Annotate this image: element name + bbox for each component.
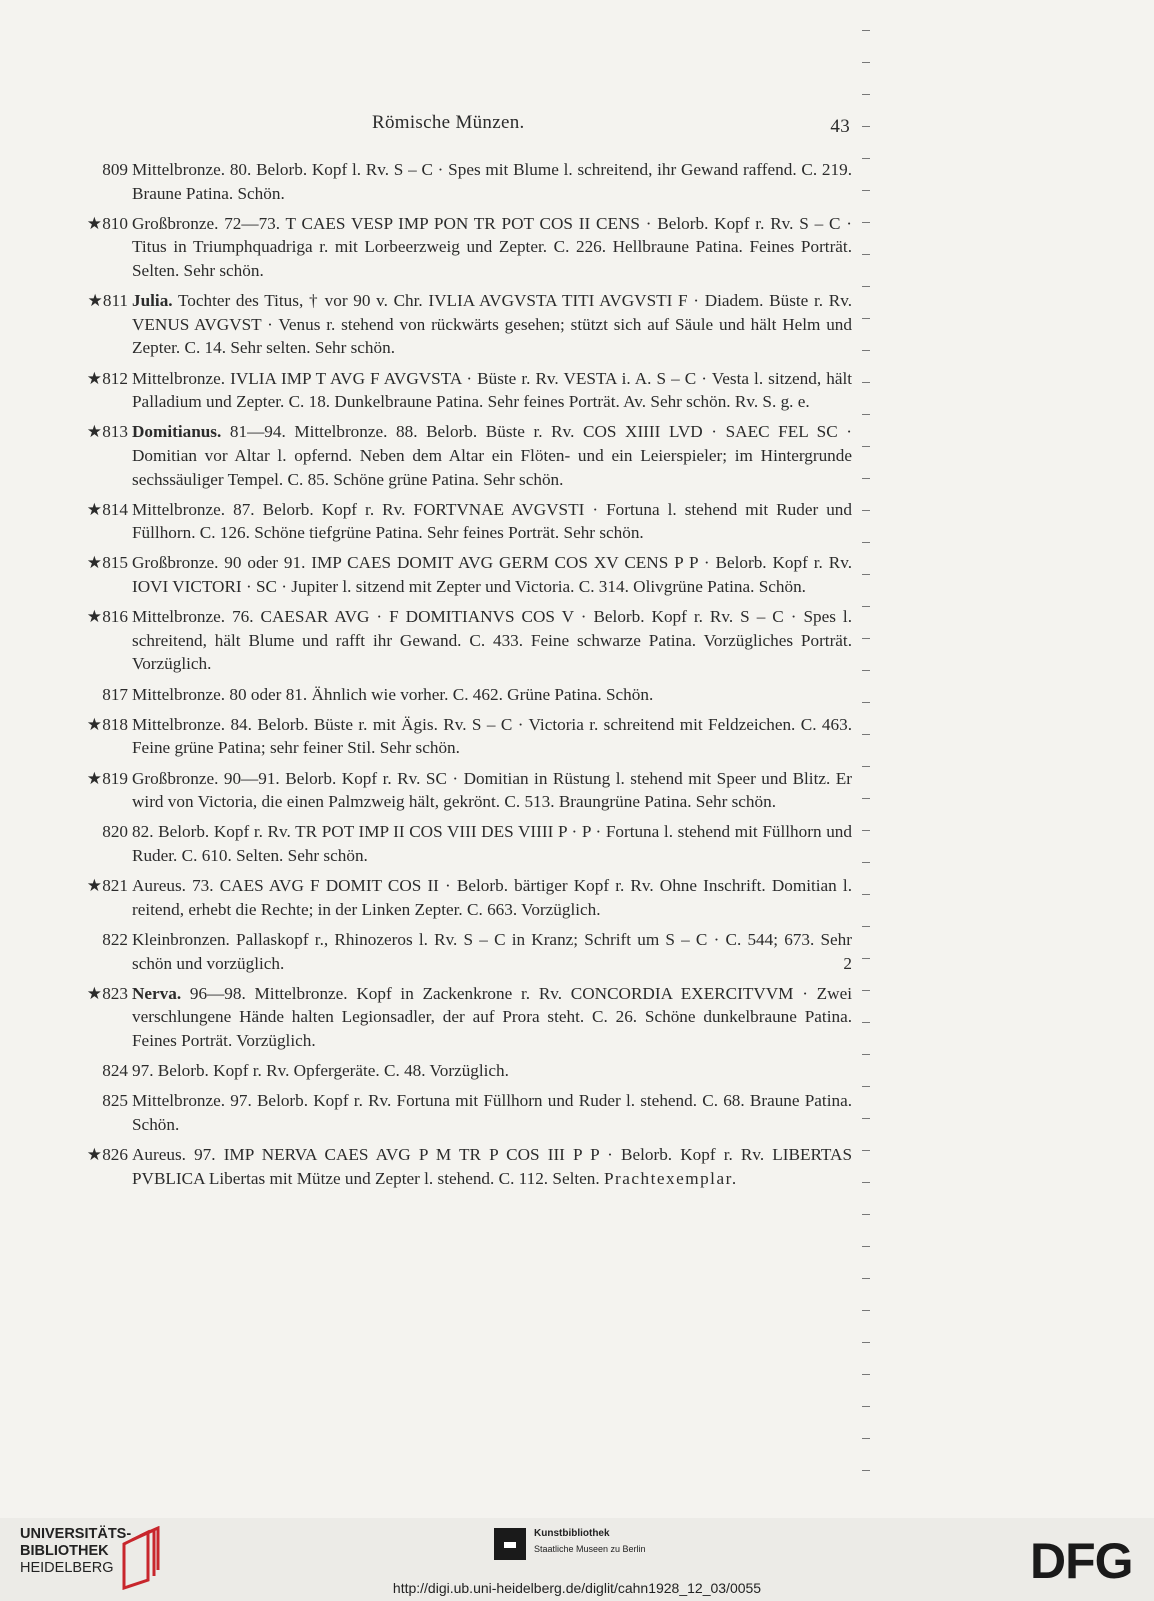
entry-number: ★826 (86, 1145, 128, 1165)
ruler-tick (862, 1086, 870, 1087)
entry-text: Mittelbronze. 76. CAESAR AVG · F DOMITIANVS COS V · Belorb. Kopf r. Rv. S – C · Spes l. schreitend, hält Blume und rafft ihr Gewand. C. 433. Feine schwarze Patina. Vorzügliches Porträt. Vorzüglich. (132, 607, 852, 674)
ruler-tick (862, 606, 870, 607)
ruler-tick (862, 798, 870, 799)
entry-number: 820 (102, 822, 128, 842)
ruler-tick (862, 830, 870, 831)
ruler-tick (862, 734, 870, 735)
entry-number: 817 (102, 684, 128, 704)
ruler-tick (862, 478, 870, 479)
entry-text: Großbronze. 72—73. T CAES VESP IMP PON TR POT COS II CENS · Belorb. Kopf r. Rv. S – C · Titus in Triumphquadriga r. mit Lorbeerzweig und Zepter. C. 226. Hellbraune Patina. Feines Porträt. Selten. Sehr schön. (132, 213, 852, 280)
ruler-tick (862, 222, 870, 223)
ruler-tick (862, 1470, 870, 1471)
entry-text: Kleinbronzen. Pallaskopf r., Rhinozeros l. Rv. S – C in Kranz; Schrift um S – C · C. 544; 673. Sehr schön und vorzüglich. 2 (132, 929, 852, 973)
entry-number: ★813 (86, 422, 128, 442)
catalog-entry (72, 874, 852, 921)
entry-number: 825 (102, 1091, 128, 1111)
entry-text: Mittelbronze. 97. Belorb. Kopf r. Rv. Fortuna mit Füllhorn und Ruder l. stehend. C. 68. Braune Patina. Schön. (132, 1091, 852, 1134)
catalog-entries (72, 158, 852, 1197)
ruler-tick (862, 1118, 870, 1119)
catalog-entry (72, 420, 852, 491)
entry-text: Mittelbronze. 84. Belorb. Büste r. mit Ägis. Rv. S – C · Victoria r. schreitend mit Feldzeichen. C. 463. Feine grüne Patina; sehr feiner Stil. Sehr schön. (132, 714, 852, 758)
entry-text: Nerva. 96—98. Mittelbronze. Kopf in Zackenkrone r. Rv. CONCORDIA EXERCITVVM · Zwei verschlungene Hände halten Legionsadler, der auf Prora steht. C. 26. Schöne dunkelbraune Patina. Feines Porträt. Vorzüglich. (132, 983, 852, 1050)
catalog-entry (72, 1143, 852, 1190)
ruler-tick (862, 1022, 870, 1023)
entry-text: 82. Belorb. Kopf r. Rv. TR POT IMP II COS VIII DES VIIII P · P · Fortuna l. stehend mit Füllhorn und Ruder. C. 610. Selten. Sehr schön. (132, 822, 852, 865)
ruler-tick (862, 862, 870, 863)
catalog-entry (72, 498, 852, 545)
ruler-tick (862, 926, 870, 927)
ruler-tick (862, 446, 870, 447)
entry-text: 97. Belorb. Kopf r. Rv. Opfergeräte. C. 48. Vorzüglich. (132, 1061, 509, 1081)
catalog-entry (72, 1059, 852, 1083)
ruler-tick (862, 30, 870, 31)
entry-text: Mittelbronze. IVLIA IMP T AVG F AVGVSTA · Büste r. Rv. VESTA i. A. S – C · Vesta l. sitzend, hält Palladium und Zepter. C. 18. Dunkelbraune Patina. Sehr feines Porträt. Av. Sehr schön. Rv. S. g. e. (132, 368, 852, 412)
entry-text: Julia. Tochter des Titus, † vor 90 v. Chr. IVLIA AVGVSTA TITI AVGVSTI F · Diadem. Büste r. Rv. VENUS AVGVST · Venus r. stehend von rückwärts gesehen; stützt sich auf Säule und hält Helm und Zepter. C. 14. Sehr selten. Sehr schön. (132, 291, 852, 358)
ruler-tick (862, 958, 870, 959)
entry-text: Aureus. 73. CAES AVG F DOMIT COS II · Belorb. bärtiger Kopf r. Rv. Ohne Inschrift. Domitian l. reitend, erhebt die Rechte; in der Linken Zepter. C. 663. Vorzüglich. (132, 876, 852, 919)
page-title: Römische Münzen. (372, 112, 525, 133)
entry-number: ★823 (86, 983, 128, 1003)
kunstbibliothek-logo-icon (494, 1528, 526, 1560)
ruler-tick (862, 286, 870, 287)
page-edge-ruler (860, 0, 870, 1518)
entry-number: ★816 (86, 607, 128, 627)
entry-text: Großbronze. 90 oder 91. IMP CAES DOMIT AVG GERM COS XV CENS P P · Belorb. Kopf r. Rv. IOVI VICTORI · SC · Jupiter l. sitzend mit Zepter und Victoria. C. 314. Olivgrüne Patina. Schön. (132, 553, 852, 597)
catalog-entry (72, 713, 852, 760)
ruler-tick (862, 574, 870, 575)
catalog-entry (72, 767, 852, 814)
ruler-tick (862, 1054, 870, 1055)
ruler-tick (862, 1438, 870, 1439)
entry-number: 824 (102, 1061, 128, 1081)
entry-number: ★811 (87, 291, 128, 311)
catalog-entry (72, 1089, 852, 1136)
catalog-entry (72, 605, 852, 676)
ruler-tick (862, 894, 870, 895)
ruler-tick (862, 638, 870, 639)
ruler-tick (862, 1150, 870, 1151)
entry-number: ★819 (86, 768, 128, 788)
catalog-entry (72, 982, 852, 1053)
ruler-tick (862, 414, 870, 415)
ruler-tick (862, 990, 870, 991)
ruler-tick (862, 766, 870, 767)
ruler-tick (862, 62, 870, 63)
entry-text: Großbronze. 90—91. Belorb. Kopf r. Rv. SC · Domitian in Rüstung l. stehend mit Speer und Blitz. Er wird von Victoria, die einen Palmzweig hält, gekrönt. C. 513. Braungrüne Patina. Sehr schön. (132, 768, 852, 812)
ruler-tick (862, 94, 870, 95)
ruler-tick (862, 510, 870, 511)
catalog-entry (72, 212, 852, 283)
ruler-tick (862, 542, 870, 543)
kunstbibliothek-label[interactable]: Kunstbibliothek Staatliche Museen zu Berlin (494, 1528, 526, 1572)
ruler-tick (862, 382, 870, 383)
catalog-entry (72, 551, 852, 598)
ruler-tick (862, 670, 870, 671)
ruler-tick (862, 1214, 870, 1215)
permalink-url[interactable]: http://digi.ub.uni-heidelberg.de/diglit/cahn1928_12_03/0055 (392, 1580, 762, 1596)
digitization-footer (0, 1518, 1154, 1601)
ruler-tick (862, 702, 870, 703)
catalog-entry (72, 928, 852, 975)
entry-text: Domitianus. 81—94. Mittelbronze. 88. Belorb. Büste r. Rv. COS XIIII LVD · SAEC FEL SC · Domitian vor Altar l. opfernd. Neben dem Altar ein Flöten- und ein Leierspieler; im Hintergrunde sechssäuliger Tempel. C. 85. Schöne grüne Patina. Sehr schön. (132, 422, 852, 489)
entry-number: ★814 (86, 499, 128, 519)
entry-number: 809 (102, 160, 128, 179)
ub-heidelberg-label[interactable]: UNIVERSITÄTS- BIBLIOTHEK HEIDELBERG (20, 1526, 132, 1576)
ruler-tick (862, 1182, 870, 1183)
catalog-entry (72, 367, 852, 414)
dfg-logo[interactable]: DFG (1030, 1533, 1133, 1589)
ruler-tick (862, 1310, 870, 1311)
entry-number: 822 (102, 929, 128, 949)
entry-number: ★821 (86, 876, 128, 896)
entry-number: ★812 (86, 368, 128, 388)
catalog-entry (72, 158, 852, 205)
ruler-tick (862, 1374, 870, 1375)
catalog-entry (72, 820, 852, 867)
entry-text: Aureus. 97. IMP NERVA CAES AVG P M TR P COS III P P · Belorb. Kopf r. Rv. LIBERTAS PVBLICA Libertas mit Mütze und Zepter l. stehend. C. 112. Selten. Prachtexemplar. (132, 1145, 852, 1188)
ruler-tick (862, 350, 870, 351)
ruler-tick (862, 318, 870, 319)
ruler-tick (862, 1406, 870, 1407)
catalog-entry (72, 289, 852, 360)
entry-number: ★810 (86, 213, 128, 233)
entry-number: ★815 (86, 553, 128, 573)
ruler-tick (862, 158, 870, 159)
entry-text: Mittelbronze. 87. Belorb. Kopf r. Rv. FORTVNAE AVGVSTI · Fortuna l. stehend mit Ruder und Füllhorn. C. 126. Schöne tiefgrüne Patina. Sehr feines Porträt. Sehr schön. (132, 499, 852, 543)
entry-number: ★818 (86, 714, 128, 734)
ruler-tick (862, 1246, 870, 1247)
ruler-tick (862, 1278, 870, 1279)
catalog-entry (72, 683, 852, 707)
ruler-tick (862, 126, 870, 127)
page-number: 43 (830, 116, 850, 137)
entry-text: Mittelbronze. 80. Belorb. Kopf l. Rv. S – C · Spes mit Blume l. schreitend, ihr Gewand raffend. C. 219. Braune Patina. Schön. (132, 160, 852, 203)
ruler-tick (862, 254, 870, 255)
ruler-tick (862, 1342, 870, 1343)
ruler-tick (862, 190, 870, 191)
entry-text: Mittelbronze. 80 oder 81. Ähnlich wie vorher. C. 462. Grüne Patina. Schön. (132, 684, 654, 704)
